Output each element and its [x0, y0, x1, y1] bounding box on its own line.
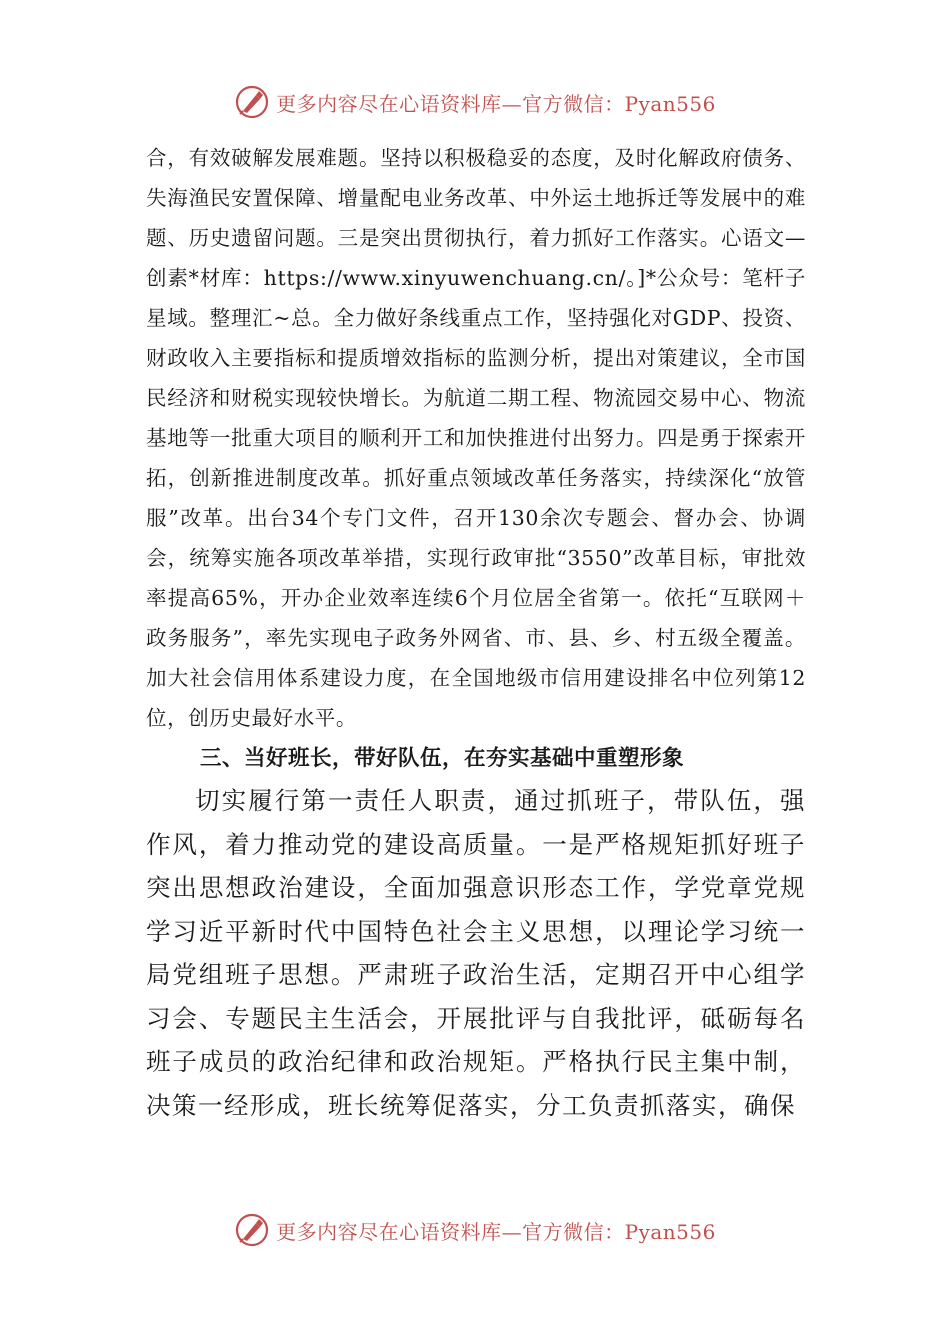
- pen-nib-logo-icon: [234, 84, 270, 120]
- pen-nib-logo-icon: [234, 1212, 270, 1248]
- watermark-text: 更多内容尽在心语资料库—官方微信：Pyan556: [276, 1219, 716, 1244]
- paragraph-continuation: 合，有效破解发展难题。坚持以积极稳妥的态度，及时化解政府债务、失海渔民安置保障、增量配电业务改革、中外运土地拆迁等发展中的难题、历史遗留问题。三是突出贯彻执行，着力抓好工作落实。心语文—创素*材库：https://www.xinyuwenchuang.cn/。]*公众号：笔杆子星域。整理汇~总。全力做好条线重点工作，坚持强化对GDP、投资、财政收入主要指标和提质增效指标的监测分析，提出对策建议，全市国民经济和财税实现较快增长。为航道二期工程、物流园交易中心、物流基地等一批重大项目的顺利开工和加快推进付出努力。四是勇于探索开拓，创新推进制度改革。抓好重点领域改革任务落实，持续深化“放管服”改革。出台34个专门文件，召开130余次专题会、督办会、协调会，统筹实施各项改革举措，实现行政审批“3550”改革目标，审批效率提高65%，开办企业效率连续6个月位居全省第一。依托“互联网＋政务服务”，率先实现电子政务外网省、市、县、乡、村五级全覆盖。加大社会信用体系建设力度，在全国地级市信用建设排名中位列第12位，创历史最好水平。: [146, 146, 806, 730]
- watermark-banner-top: [0, 82, 950, 122]
- paragraph-section-3: 切实履行第一责任人职责，通过抓班子，带队伍，强作风，着力推动党的建设高质量。一是严格规矩抓好班子突出思想政治建设，全面加强意识形态工作，学党章党规学习近平新时代中国特色社会主义思想，以理论学习统一局党组班子思想。严肃班子政治生活，定期召开中心组学习会、专题民主生活会，开展批评与自我批评，砥砺每名班子成员的政治纪律和政治规矩。严格执行民主集中制，决策一经形成，班长统筹促落实，分工负责抓落实，确保: [146, 786, 806, 1120]
- section-heading-3: 三、当好班长，带好队伍，在夯实基础中重塑形象: [200, 746, 685, 771]
- watermark-text: 更多内容尽在心语资料库—官方微信：Pyan556: [276, 91, 716, 116]
- watermark-banner-bottom: [0, 1210, 950, 1250]
- document-body: [146, 138, 806, 1127]
